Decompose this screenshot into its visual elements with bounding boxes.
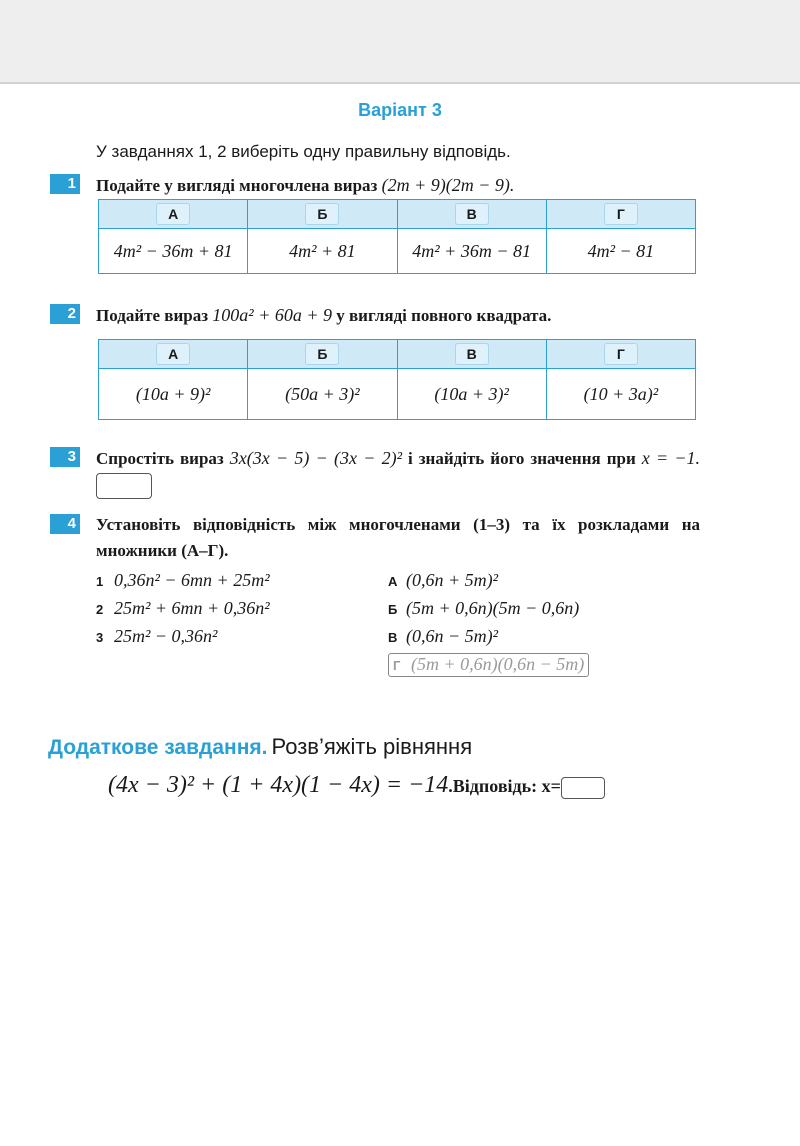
task-3-expression: 3x(3x − 5) − (3x − 2)²	[229, 448, 402, 468]
task-3-condition: x = −1.	[641, 448, 701, 468]
option-a-header[interactable]	[99, 340, 248, 369]
variant-title: Варіант 3	[358, 100, 442, 120]
option-g-value[interactable]: (10 + 3a)²	[546, 369, 695, 420]
option-v-header[interactable]	[397, 340, 546, 369]
task-number: 4	[50, 514, 80, 534]
task-number: 2	[50, 304, 80, 324]
item-expression: 25m² + 6mn + 0,36n²	[114, 598, 270, 618]
matching-right-column	[388, 566, 589, 678]
task-text	[96, 172, 700, 199]
option-v-value[interactable]: 4m² + 36m − 81	[397, 229, 546, 274]
task-text	[96, 302, 700, 329]
faded-option	[388, 653, 589, 677]
option-g-header[interactable]	[546, 200, 695, 229]
option-expression: (5m + 0,6n)(5m − 0,6n)	[406, 598, 580, 618]
matching-item	[96, 622, 270, 650]
matching-option	[388, 594, 589, 622]
task-3-prompt: Спростіть вираз	[96, 449, 224, 468]
item-expression: 25m² − 0,36n²	[114, 626, 218, 646]
option-key: Б	[388, 602, 398, 617]
option-label: Б	[305, 343, 339, 365]
option-expression: (5m + 0,6n)(0,6n − 5m)	[411, 654, 585, 674]
extra-task-heading	[48, 734, 472, 760]
task-number: 3	[50, 447, 80, 467]
task-2-answer-table	[98, 339, 696, 420]
option-b-header[interactable]	[248, 340, 397, 369]
item-key: 3	[96, 630, 104, 645]
matching-item	[96, 594, 270, 622]
option-label: В	[455, 203, 489, 225]
task-2-expression: 100a² + 60a + 9	[212, 305, 332, 325]
extra-answer-box[interactable]	[561, 777, 605, 799]
item-expression: 0,36n² − 6mn + 25m²	[114, 570, 270, 590]
matching-option	[388, 622, 589, 650]
option-label: Г	[604, 203, 638, 225]
option-g-header[interactable]	[546, 340, 695, 369]
option-b-value[interactable]: 4m² + 81	[248, 229, 397, 274]
matching-option	[388, 650, 589, 678]
extra-task-equation	[108, 772, 605, 799]
option-a-value[interactable]: 4m² − 36m + 81	[99, 229, 248, 274]
option-v-header[interactable]	[397, 200, 546, 229]
option-label: Б	[305, 203, 339, 225]
option-b-header[interactable]	[248, 200, 397, 229]
option-label: В	[455, 343, 489, 365]
extra-task-label: Додаткове завдання.	[48, 736, 268, 759]
option-a-header[interactable]	[99, 200, 248, 229]
option-key: В	[388, 630, 398, 645]
task-text: Установіть відповідність між многочленами (1–3) та їх розкладами на множники (А–Г).	[96, 515, 700, 560]
matching-option	[388, 566, 589, 594]
task-3-answer-box[interactable]	[96, 473, 152, 499]
task-1-prompt: Подайте у вигляді многочлена вираз	[96, 176, 378, 195]
option-g-value[interactable]: 4m² − 81	[546, 229, 695, 274]
item-key: 2	[96, 602, 104, 617]
option-label: А	[156, 343, 190, 365]
option-v-value[interactable]: (10a + 3)²	[397, 369, 546, 420]
answer-label: .Відповідь: x=	[448, 776, 561, 796]
option-a-value[interactable]: (10a + 9)²	[99, 369, 248, 420]
task-text	[96, 445, 700, 499]
task-2-prompt-end: у вигляді повного квадрата.	[336, 306, 552, 325]
extra-task-text: Розв’яжіть рівняння	[271, 734, 473, 759]
option-expression: (0,6n + 5m)²	[406, 570, 499, 590]
task-1-expression: (2m + 9)(2m − 9).	[381, 175, 515, 195]
task-number: 1	[50, 174, 80, 194]
option-label: Г	[604, 343, 638, 365]
matching-item	[96, 566, 270, 594]
instruction-text: У завданнях 1, 2 виберіть одну правильну відповідь.	[96, 142, 511, 161]
item-key: 1	[96, 574, 104, 589]
option-key: А	[388, 574, 398, 589]
option-label: А	[156, 203, 190, 225]
option-key: Г	[393, 658, 401, 673]
task-1-answer-table	[98, 199, 696, 274]
top-bar	[0, 0, 800, 84]
equation-expression: (4x − 3)² + (1 + 4x)(1 − 4x) = −14	[108, 772, 449, 798]
option-expression: (0,6n − 5m)²	[406, 626, 499, 646]
task-3-prompt-end: і знайдіть його значення при	[407, 449, 636, 468]
matching-left-column	[96, 566, 270, 650]
option-b-value[interactable]: (50a + 3)²	[248, 369, 397, 420]
task-2-prompt: Подайте вираз	[96, 306, 209, 325]
